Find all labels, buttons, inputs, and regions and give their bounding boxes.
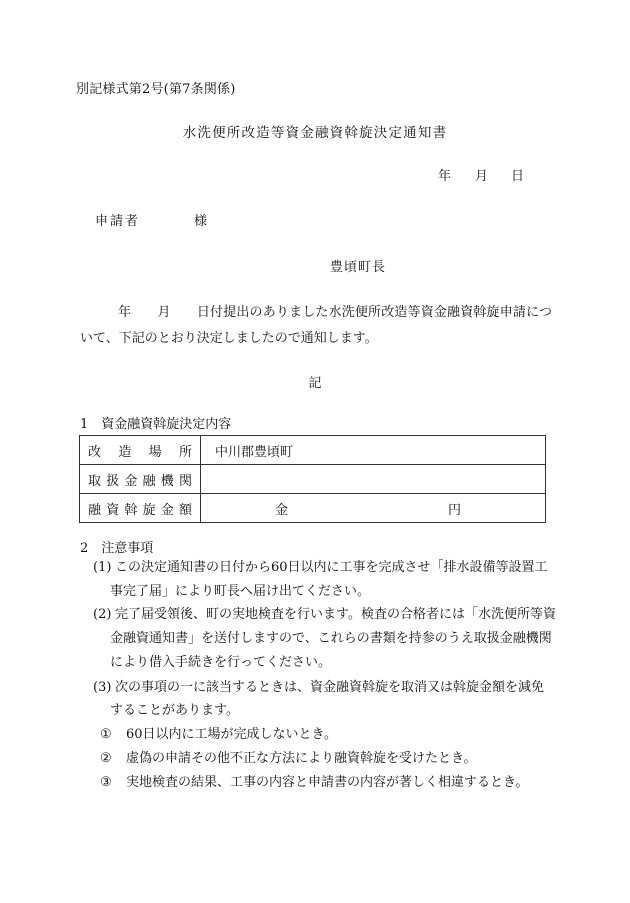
subitem-text: 虚偽の申請その他不正な方法により融資斡旋を受けたとき。 <box>126 751 477 766</box>
body-text: 日付提出のありました水洗便所改造等資金融資斡旋申請について、下記のとおり決定しましたので通知します。 <box>80 305 552 346</box>
loan-details-table <box>79 435 546 523</box>
label-char: 扱 <box>106 473 120 489</box>
note-number: (3) <box>93 680 112 695</box>
label-char: 斡 <box>124 502 138 518</box>
note-text: 次の事項の一に該当するときは、資金融資斡旋を取消又は斡旋金額を減免 <box>115 680 545 695</box>
subitem-text: 60日以内に工場が完成しないとき。 <box>126 727 338 742</box>
note-3-line-1 <box>93 676 544 700</box>
subitem-number: ② <box>100 751 112 766</box>
date-year-label: 年 <box>438 169 452 184</box>
label-char: 金 <box>124 473 138 489</box>
label-char: 融 <box>88 502 102 518</box>
amount-kin: 金 <box>275 502 289 518</box>
body-month: 月 <box>157 305 171 320</box>
label-char: 関 <box>178 473 192 489</box>
label-char: 資 <box>106 502 120 518</box>
label-char: 金 <box>160 502 174 518</box>
label-financial-institution <box>80 465 201 494</box>
note-text: 完了届受領後、町の実地検査を行います。検査の合格者には「水洗便所等資 <box>115 607 556 622</box>
label-char: 場 <box>148 444 162 460</box>
note-number: (2) <box>93 607 112 622</box>
applicant-label: 申請者 <box>95 214 141 229</box>
note-number: (1) <box>93 560 112 575</box>
value-modification-site: 中川郡豊頃町 <box>201 436 546 465</box>
section1-heading: 1 資金融資斡旋決定内容 <box>80 417 232 432</box>
section2-heading: 2 注意事項 <box>80 541 154 556</box>
table-row <box>80 494 546 523</box>
body-year: 年 <box>118 305 132 320</box>
label-loan-amount <box>80 494 201 523</box>
ki-heading: 記 <box>308 376 322 391</box>
note-3-line-2: することがあります。 <box>110 703 239 718</box>
value-loan-amount <box>201 494 546 523</box>
value-financial-institution <box>201 465 546 494</box>
table-row <box>80 465 546 494</box>
subitem-number: ③ <box>100 775 112 790</box>
subitem-text: 実地検査の結果、工事の内容と申請書の内容が著しく相違するとき。 <box>126 775 529 790</box>
label-char: 機 <box>160 473 174 489</box>
label-char: 額 <box>178 502 192 518</box>
amount-yen: 円 <box>448 502 462 518</box>
applicant-honorific: 様 <box>194 214 208 229</box>
subitem-1 <box>100 723 337 747</box>
note-text: この決定通知書の日付から60日以内に工事を完成させ「排水設備等設置工 <box>115 560 548 575</box>
subitem-3 <box>100 771 528 795</box>
note-2-line-1 <box>93 603 556 627</box>
note-2-line-3: により借入手続きを行ってください。 <box>110 655 332 670</box>
label-char: 改 <box>88 444 102 460</box>
subitem-number: ① <box>100 727 112 742</box>
document-title: 水洗便所改造等資金融資斡旋決定通知書 <box>182 125 448 141</box>
label-char: 所 <box>178 444 192 460</box>
date-day-label: 日 <box>511 169 525 184</box>
notification-body <box>80 300 552 352</box>
applicant-line <box>95 210 207 229</box>
label-char: 融 <box>142 473 156 489</box>
subitem-2 <box>100 747 476 771</box>
form-identifier: 別記様式第2号(第7条関係) <box>76 82 236 97</box>
label-modification-site <box>80 436 201 465</box>
label-char: 取 <box>88 473 102 489</box>
issuer-name: 豊頃町長 <box>330 260 387 275</box>
date-month-label: 月 <box>475 169 489 184</box>
table-row <box>80 436 546 465</box>
label-char: 旋 <box>142 502 156 518</box>
note-2-line-2: 金融資通知書」を送付しますので、これらの書類を持参のうえ取扱金融機関 <box>110 631 552 646</box>
note-1-line-1 <box>93 556 548 580</box>
label-char: 造 <box>118 444 132 460</box>
note-1-line-2: 事完了届」により町長へ届け出てください。 <box>110 584 371 599</box>
